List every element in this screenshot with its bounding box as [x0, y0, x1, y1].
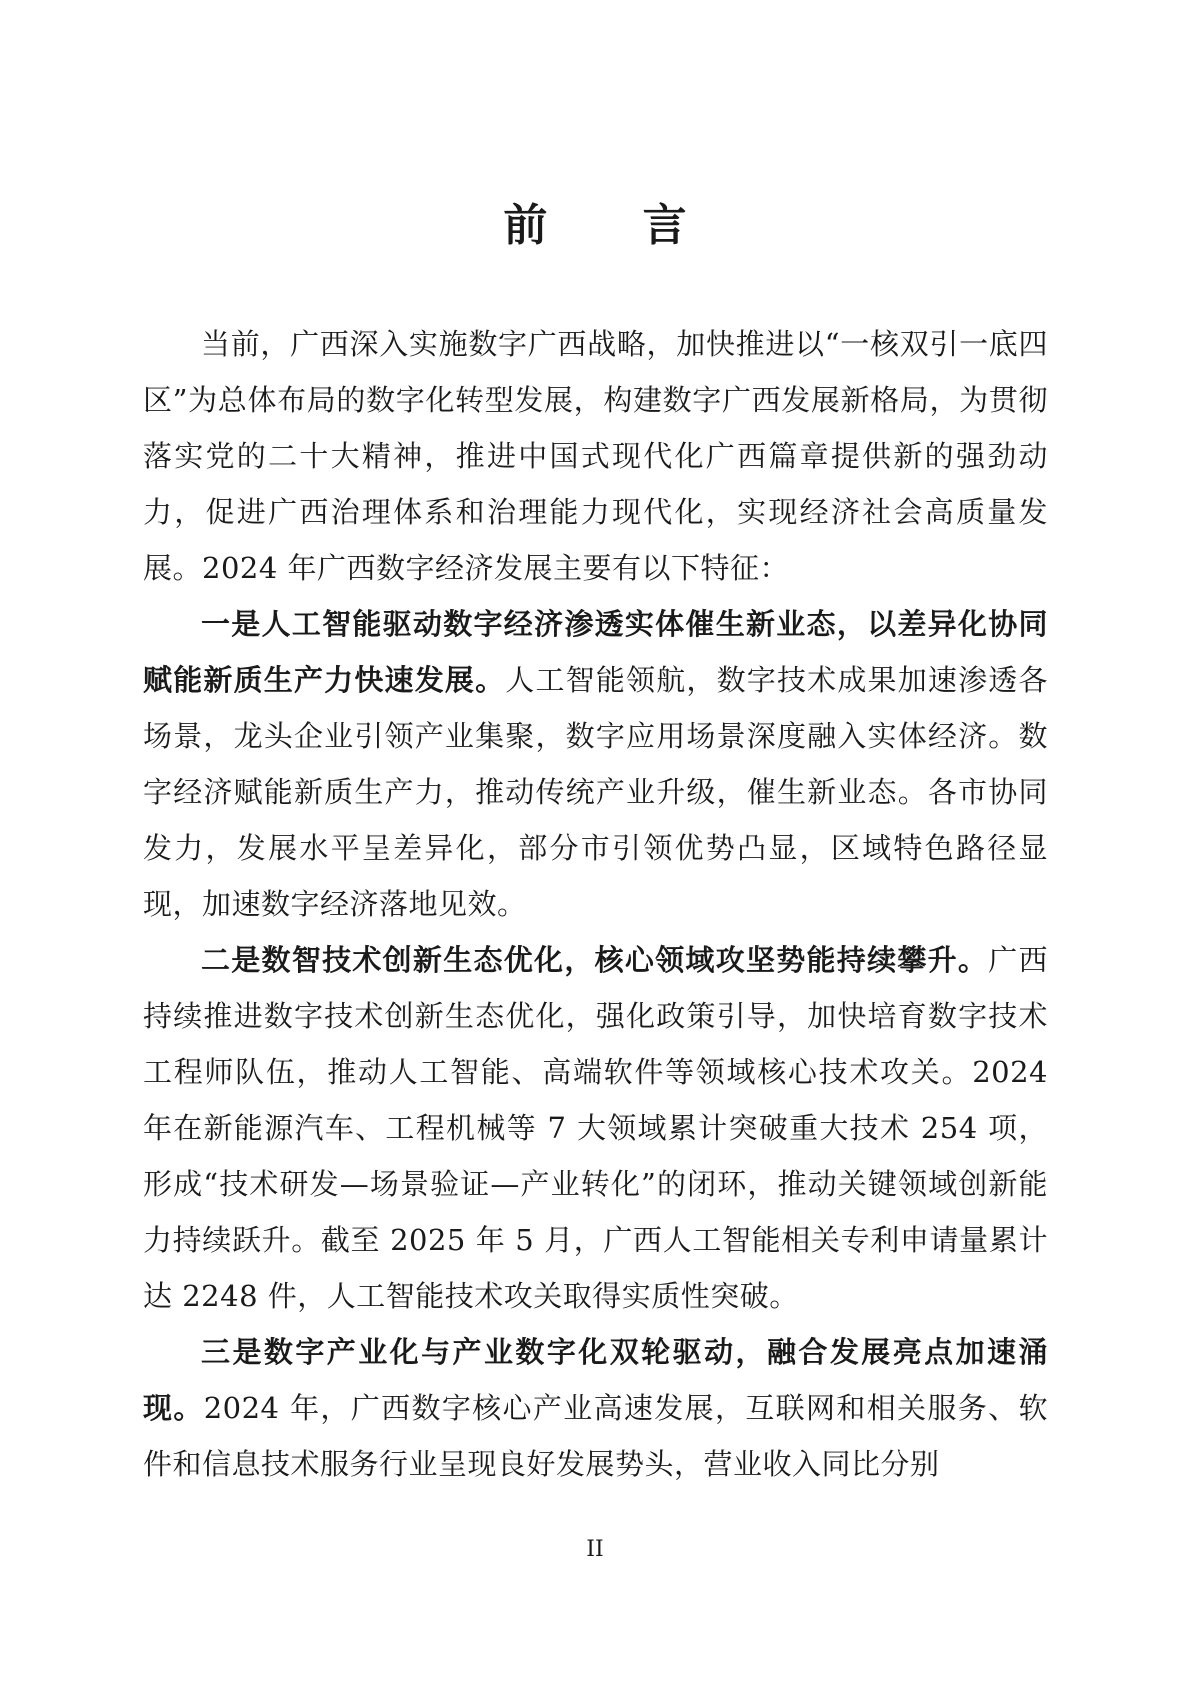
paragraph-lead: 二是数智技术创新生态优化，核心领域攻坚势能持续攀升。: [201, 943, 989, 977]
paragraph-lead: 一是人工智能驱动数字经济渗透实体催生新业态，以差异化协同赋能新质生产力快速发展。: [143, 607, 1048, 697]
paragraph-text: 广西持续推进数字技术创新生态优化，强化政策引导，加快培育数字技术工程师队伍，推动人工智能、高端软件等领域核心技术攻关。2024 年在新能源汽车、工程机械等 7 大领域累计突破重大技术 254 项，形成“技术研发—场景验证—产业转化”的闭环，推动关键领域创新能力持续跃升。截至 2025 年 5 月，广西人工智能相关专利申请量累计达 2248 件，人工智能技术攻关取得实质性突破。: [143, 943, 1048, 1313]
page-number: II: [586, 1537, 604, 1562]
paragraph-intro: [143, 316, 1048, 596]
paragraph-text: 人工智能领航，数字技术成果加速渗透各场景，龙头企业引领产业集聚，数字应用场景深度融入实体经济。数字经济赋能新质生产力，推动传统产业升级，催生新业态。各市协同发力，发展水平呈差异化，部分市引领优势凸显，区域特色路径显现，加速数字经济落地见效。: [143, 663, 1048, 921]
paragraph-text: 当前，广西深入实施数字广西战略，加快推进以“一核双引一底四区”为总体布局的数字化转型发展，构建数字广西发展新格局，为贯彻落实党的二十大精神，推进中国式现代化广西篇章提供新的强劲动力，促进广西治理体系和治理能力现代化，实现经济社会高质量发展。2024 年广西数字经济发展主要有以下特征：: [143, 327, 1048, 585]
body-text: [143, 316, 1048, 1492]
paragraph-text: 2024 年，广西数字核心产业高速发展，互联网和相关服务、软件和信息技术服务行业呈现良好发展势头，营业收入同比分别: [143, 1391, 1048, 1481]
paragraph-feature-1: [143, 596, 1048, 932]
paragraph-feature-2: [143, 932, 1048, 1324]
paragraph-feature-3: [143, 1324, 1048, 1492]
paragraph-lead: 三是数字产业化与产业数字化双轮驱动，融合发展亮点加速涌现。: [143, 1335, 1048, 1425]
page-title: 前 言: [503, 200, 727, 251]
